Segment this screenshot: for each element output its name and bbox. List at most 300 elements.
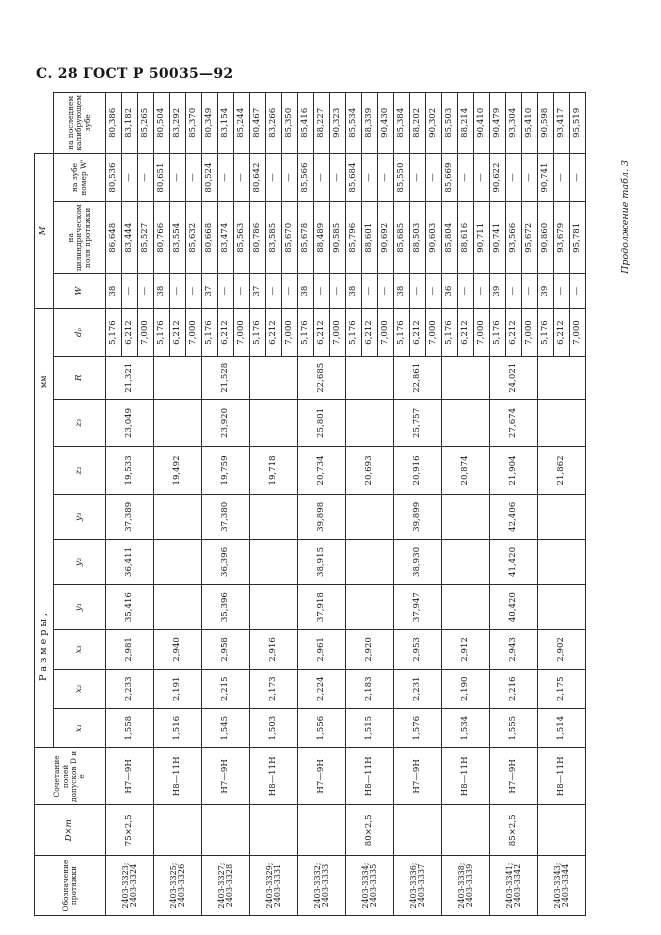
y3-cell: [538, 494, 586, 539]
y2-cell: 36,411: [106, 539, 154, 584]
y3-cell: [346, 494, 394, 539]
z3-cell: 25,757: [394, 399, 442, 447]
m-last-cell: 95,519: [570, 93, 586, 154]
x2-cell: 2,233: [106, 669, 154, 708]
designation-cell: 2403-3334; 2403-3335: [346, 856, 394, 916]
dp-cell: 7,000: [522, 309, 538, 357]
designation-cell: 2403-3323; 2403-3324: [106, 856, 154, 916]
w-cell: 38: [394, 274, 410, 309]
dp-cell: 6,212: [506, 309, 522, 357]
x1-cell: 1,516: [154, 708, 202, 747]
z2-cell: 20,916: [394, 447, 442, 495]
m-last-cell: 83,292: [170, 93, 186, 154]
z3-cell: [154, 399, 202, 447]
w-cell: —: [330, 274, 346, 309]
m-cyl-cell: 85,527: [138, 202, 154, 274]
x3-cell: 2,920: [346, 630, 394, 669]
x2-cell: 2,231: [394, 669, 442, 708]
combination-cell: H7—9H: [202, 748, 250, 805]
m-num-cell: —: [474, 153, 490, 202]
dp-cell: 5,176: [538, 309, 554, 357]
combination-cell: H8—11H: [538, 748, 586, 805]
y2-cell: 36,396: [202, 539, 250, 584]
dp-cell: 7,000: [474, 309, 490, 357]
m-num-cell: —: [554, 153, 570, 202]
dxm-cell: [250, 805, 298, 856]
dp-cell: 6,212: [122, 309, 138, 357]
x1-cell: 1,576: [394, 708, 442, 747]
y3-cell: 42,406: [490, 494, 538, 539]
header-dxm: D×m: [35, 805, 106, 856]
m-last-cell: 90,302: [426, 93, 442, 154]
y3-cell: 39,899: [394, 494, 442, 539]
y1-cell: 37,918: [298, 585, 346, 630]
dp-cell: 5,176: [346, 309, 362, 357]
table-row: [250, 93, 266, 916]
header-r: R: [54, 356, 106, 399]
z2-cell: 19,759: [202, 447, 250, 495]
m-num-cell: 85,669: [442, 153, 458, 202]
m-num-cell: —: [506, 153, 522, 202]
header-z3: z₃: [54, 399, 106, 447]
dp-cell: 6,212: [362, 309, 378, 357]
m-last-cell: 83,154: [218, 93, 234, 154]
y1-cell: [250, 585, 298, 630]
w-cell: —: [170, 274, 186, 309]
m-num-cell: —: [378, 153, 394, 202]
x1-cell: 1,555: [490, 708, 538, 747]
r-cell: [154, 356, 202, 399]
dp-cell: 5,176: [202, 309, 218, 357]
z3-cell: 23,920: [202, 399, 250, 447]
dp-cell: 7,000: [378, 309, 394, 357]
w-cell: —: [522, 274, 538, 309]
z3-cell: [346, 399, 394, 447]
table-row: [154, 93, 170, 916]
m-num-cell: 85,566: [298, 153, 314, 202]
x1-cell: 1,514: [538, 708, 586, 747]
w-cell: —: [474, 274, 490, 309]
m-cyl-cell: 88,489: [314, 202, 330, 274]
y1-cell: 35,416: [106, 585, 154, 630]
table-row: [298, 93, 314, 916]
dp-cell: 7,000: [330, 309, 346, 357]
m-last-cell: 85,384: [394, 93, 410, 154]
header-w: W: [54, 274, 106, 309]
dxm-cell: 85×2,5: [490, 805, 538, 856]
m-num-cell: —: [170, 153, 186, 202]
dp-cell: 5,176: [394, 309, 410, 357]
m-num-cell: —: [410, 153, 426, 202]
table-row: [394, 93, 410, 916]
x3-cell: 2,961: [298, 630, 346, 669]
m-cyl-cell: 83,474: [218, 202, 234, 274]
m-num-cell: —: [218, 153, 234, 202]
dxm-cell: [154, 805, 202, 856]
m-last-cell: 88,339: [362, 93, 378, 154]
page-header: С. 28 ГОСТ Р 50035—92: [36, 66, 234, 82]
designation-cell: 2403-3338; 2403-3339: [442, 856, 490, 916]
m-num-cell: 85,550: [394, 153, 410, 202]
combination-cell: H7—9H: [394, 748, 442, 805]
r-cell: [442, 356, 490, 399]
combination-cell: H8—11H: [442, 748, 490, 805]
combination-cell: H8—11H: [154, 748, 202, 805]
m-num-cell: —: [570, 153, 586, 202]
dxm-cell: [394, 805, 442, 856]
dp-cell: 6,212: [410, 309, 426, 357]
z2-cell: 20,734: [298, 447, 346, 495]
header-sizes-label: Размеры,: [37, 610, 49, 681]
w-cell: 38: [298, 274, 314, 309]
r-cell: 21,321: [106, 356, 154, 399]
w-cell: —: [218, 274, 234, 309]
z2-cell: 20,874: [442, 447, 490, 495]
dp-cell: 7,000: [570, 309, 586, 357]
dp-cell: 7,000: [234, 309, 250, 357]
m-last-cell: 90,430: [378, 93, 394, 154]
header-combination: Сочетание полей допусков D и е: [35, 748, 106, 805]
dxm-cell: [442, 805, 490, 856]
combination-cell: H7—9H: [106, 748, 154, 805]
combination-cell: H7—9H: [298, 748, 346, 805]
combination-cell: H7—9H: [490, 748, 538, 805]
combination-cell: H8—11H: [346, 748, 394, 805]
m-last-cell: 83,266: [266, 93, 282, 154]
m-num-cell: —: [122, 153, 138, 202]
x3-cell: 2,916: [250, 630, 298, 669]
dxm-cell: 75×2,5: [106, 805, 154, 856]
m-last-cell: 80,467: [250, 93, 266, 154]
m-cyl-cell: 95,672: [522, 202, 538, 274]
w-cell: 39: [538, 274, 554, 309]
w-cell: 38: [154, 274, 170, 309]
r-cell: 22,861: [394, 356, 442, 399]
m-cyl-cell: 88,616: [458, 202, 474, 274]
y3-cell: [250, 494, 298, 539]
header-y2: y₂: [54, 539, 106, 584]
designation-cell: 2403-3343; 2403-3344: [538, 856, 586, 916]
y2-cell: [346, 539, 394, 584]
header-m-num: на зубе номер W': [54, 153, 106, 202]
dxm-cell: [538, 805, 586, 856]
m-last-cell: 83,182: [122, 93, 138, 154]
y1-cell: [346, 585, 394, 630]
dp-cell: 6,212: [554, 309, 570, 357]
m-last-cell: 80,349: [202, 93, 218, 154]
x2-cell: 2,190: [442, 669, 490, 708]
m-cyl-cell: 85,685: [394, 202, 410, 274]
m-num-cell: 85,684: [346, 153, 362, 202]
w-cell: —: [186, 274, 202, 309]
designation-cell: 2403-3341; 2403-3342: [490, 856, 538, 916]
m-cyl-cell: 90,603: [426, 202, 442, 274]
x1-cell: 1,515: [346, 708, 394, 747]
m-cyl-cell: 88,601: [362, 202, 378, 274]
m-last-cell: 88,227: [314, 93, 330, 154]
dxm-cell: [202, 805, 250, 856]
w-cell: 37: [202, 274, 218, 309]
m-last-cell: 93,304: [506, 93, 522, 154]
header-designation: Обозначение протяжки: [35, 856, 106, 916]
header-unit: мм: [38, 375, 48, 388]
x3-cell: 2,981: [106, 630, 154, 669]
m-num-cell: —: [266, 153, 282, 202]
r-cell: 24,021: [490, 356, 538, 399]
y3-cell: 37,389: [106, 494, 154, 539]
z3-cell: 23,049: [106, 399, 154, 447]
y3-cell: [154, 494, 202, 539]
w-cell: —: [458, 274, 474, 309]
m-num-cell: —: [314, 153, 330, 202]
m-num-cell: —: [426, 153, 442, 202]
rotated-table-frame: [34, 92, 618, 916]
table-row: [202, 93, 218, 916]
m-last-cell: 80,504: [154, 93, 170, 154]
dp-cell: 6,212: [458, 309, 474, 357]
header-x2: x₂: [54, 669, 106, 708]
x2-cell: 2,216: [490, 669, 538, 708]
x2-cell: 2,173: [250, 669, 298, 708]
w-cell: —: [314, 274, 330, 309]
m-num-cell: —: [186, 153, 202, 202]
m-last-cell: 95,410: [522, 93, 538, 154]
header-m-cyl: на цилиндрическом поля протяжки: [54, 202, 106, 274]
m-last-cell: 85,416: [298, 93, 314, 154]
x2-cell: 2,191: [154, 669, 202, 708]
m-cyl-cell: 93,566: [506, 202, 522, 274]
m-num-cell: —: [458, 153, 474, 202]
m-last-cell: 85,265: [138, 93, 154, 154]
x3-cell: 2,940: [154, 630, 202, 669]
designation-cell: 2403-3327; 2403-3328: [202, 856, 250, 916]
m-num-cell: —: [330, 153, 346, 202]
z2-cell: 19,533: [106, 447, 154, 495]
dp-cell: 5,176: [250, 309, 266, 357]
m-num-cell: 90,741: [538, 153, 554, 202]
m-cyl-cell: 80,668: [202, 202, 218, 274]
y1-cell: [538, 585, 586, 630]
dp-cell: 5,176: [298, 309, 314, 357]
m-cyl-cell: 80,766: [154, 202, 170, 274]
y3-cell: 37,380: [202, 494, 250, 539]
y3-cell: 39,898: [298, 494, 346, 539]
x2-cell: 2,183: [346, 669, 394, 708]
z3-cell: [538, 399, 586, 447]
m-last-cell: 85,534: [346, 93, 362, 154]
y3-cell: [442, 494, 490, 539]
m-last-cell: 90,479: [490, 93, 506, 154]
dp-cell: 6,212: [314, 309, 330, 357]
w-cell: —: [282, 274, 298, 309]
continuation-label: Продолжение табл. 3: [620, 160, 631, 274]
m-num-cell: —: [138, 153, 154, 202]
m-cyl-cell: 93,679: [554, 202, 570, 274]
header-dp: dₚ: [54, 309, 106, 357]
w-cell: —: [410, 274, 426, 309]
m-cyl-cell: 90,692: [378, 202, 394, 274]
table-row: [346, 93, 362, 916]
w-cell: —: [266, 274, 282, 309]
header-x1: x₁: [54, 708, 106, 747]
m-num-cell: —: [362, 153, 378, 202]
y1-cell: 37,947: [394, 585, 442, 630]
r-cell: [250, 356, 298, 399]
y2-cell: [250, 539, 298, 584]
designation-cell: 2403-3329; 2403-3331: [250, 856, 298, 916]
dxm-cell: 80×2,5: [346, 805, 394, 856]
m-last-cell: 85,503: [442, 93, 458, 154]
r-cell: 21,528: [202, 356, 250, 399]
r-cell: 22,685: [298, 356, 346, 399]
m-cyl-cell: 85,804: [442, 202, 458, 274]
w-cell: —: [378, 274, 394, 309]
m-cyl-cell: 85,632: [186, 202, 202, 274]
w-cell: —: [426, 274, 442, 309]
m-cyl-cell: 90,585: [330, 202, 346, 274]
m-num-cell: —: [282, 153, 298, 202]
m-last-cell: 85,370: [186, 93, 202, 154]
dp-cell: 6,212: [170, 309, 186, 357]
header-m-last: на последнем калибрующем зубе: [54, 93, 106, 154]
m-cyl-cell: 85,670: [282, 202, 298, 274]
z3-cell: 25,801: [298, 399, 346, 447]
dp-cell: 6,212: [218, 309, 234, 357]
m-last-cell: 85,350: [282, 93, 298, 154]
table-row: [442, 93, 458, 916]
y2-cell: [538, 539, 586, 584]
x3-cell: 2,958: [202, 630, 250, 669]
z2-cell: 21,904: [490, 447, 538, 495]
m-num-cell: 80,642: [250, 153, 266, 202]
dp-cell: 5,176: [442, 309, 458, 357]
m-num-cell: 80,536: [106, 153, 122, 202]
m-cyl-cell: 83,444: [122, 202, 138, 274]
m-last-cell: 90,410: [474, 93, 490, 154]
m-num-cell: 90,622: [490, 153, 506, 202]
w-cell: —: [122, 274, 138, 309]
m-cyl-cell: 85,796: [346, 202, 362, 274]
m-last-cell: 93,417: [554, 93, 570, 154]
w-cell: 38: [106, 274, 122, 309]
x2-cell: 2,215: [202, 669, 250, 708]
x1-cell: 1,558: [106, 708, 154, 747]
w-cell: 39: [490, 274, 506, 309]
w-cell: —: [554, 274, 570, 309]
designation-cell: 2403-3325; 2403-3326: [154, 856, 202, 916]
x3-cell: 2,902: [538, 630, 586, 669]
dp-cell: 7,000: [186, 309, 202, 357]
x2-cell: 2,175: [538, 669, 586, 708]
w-cell: 38: [346, 274, 362, 309]
z3-cell: 27,674: [490, 399, 538, 447]
x1-cell: 1,503: [250, 708, 298, 747]
table-row: [106, 93, 122, 916]
m-cyl-cell: 85,678: [298, 202, 314, 274]
z2-cell: 21,862: [538, 447, 586, 495]
dp-cell: 7,000: [138, 309, 154, 357]
broach-dimensions-table: [34, 92, 586, 916]
m-cyl-cell: 90,711: [474, 202, 490, 274]
dp-cell: 5,176: [154, 309, 170, 357]
m-num-cell: —: [522, 153, 538, 202]
y1-cell: 35,396: [202, 585, 250, 630]
y1-cell: [442, 585, 490, 630]
y2-cell: [154, 539, 202, 584]
w-cell: —: [362, 274, 378, 309]
dp-cell: 7,000: [282, 309, 298, 357]
combination-cell: H8—11H: [250, 748, 298, 805]
m-cyl-cell: 95,781: [570, 202, 586, 274]
m-cyl-cell: 83,554: [170, 202, 186, 274]
m-cyl-cell: 90,741: [490, 202, 506, 274]
dp-cell: 5,176: [490, 309, 506, 357]
dp-cell: 7,000: [426, 309, 442, 357]
z2-cell: 19,492: [154, 447, 202, 495]
x1-cell: 1,534: [442, 708, 490, 747]
y1-cell: 40,420: [490, 585, 538, 630]
x1-cell: 1,556: [298, 708, 346, 747]
m-num-cell: 80,524: [202, 153, 218, 202]
m-cyl-cell: 86,648: [106, 202, 122, 274]
z3-cell: [442, 399, 490, 447]
dxm-cell: [298, 805, 346, 856]
header-y1: y₁: [54, 585, 106, 630]
m-last-cell: 90,598: [538, 93, 554, 154]
m-last-cell: 88,202: [410, 93, 426, 154]
w-cell: 37: [250, 274, 266, 309]
designation-cell: 2403-3332; 2403-3333: [298, 856, 346, 916]
w-cell: —: [234, 274, 250, 309]
rotated-table-stage: [34, 92, 618, 916]
header-sizes-group: [35, 309, 54, 748]
x3-cell: 2,943: [490, 630, 538, 669]
m-num-cell: —: [234, 153, 250, 202]
header-m-group: M: [35, 153, 54, 309]
m-cyl-cell: 90,860: [538, 202, 554, 274]
designation-cell: 2403-3336; 2403-3337: [394, 856, 442, 916]
y2-cell: 41,420: [490, 539, 538, 584]
m-last-cell: 80,386: [106, 93, 122, 154]
x3-cell: 2,912: [442, 630, 490, 669]
y2-cell: [442, 539, 490, 584]
w-cell: —: [138, 274, 154, 309]
m-cyl-cell: 83,585: [266, 202, 282, 274]
table-row: [490, 93, 506, 916]
z3-cell: [250, 399, 298, 447]
m-last-cell: 85,244: [234, 93, 250, 154]
m-last-cell: 90,323: [330, 93, 346, 154]
w-cell: —: [506, 274, 522, 309]
x2-cell: 2,224: [298, 669, 346, 708]
m-cyl-cell: 80,786: [250, 202, 266, 274]
table-row: [538, 93, 554, 916]
m-cyl-cell: 88,503: [410, 202, 426, 274]
y2-cell: 38,930: [394, 539, 442, 584]
dp-cell: 5,176: [106, 309, 122, 357]
m-cyl-cell: 85,563: [234, 202, 250, 274]
header-y3: y₃: [54, 494, 106, 539]
header-z2: z₂: [54, 447, 106, 495]
w-cell: 36: [442, 274, 458, 309]
header-x3: x₃: [54, 630, 106, 669]
dp-cell: 6,212: [266, 309, 282, 357]
z2-cell: 20,693: [346, 447, 394, 495]
m-last-cell: 88,214: [458, 93, 474, 154]
y1-cell: [154, 585, 202, 630]
r-cell: [538, 356, 586, 399]
m-num-cell: 80,651: [154, 153, 170, 202]
